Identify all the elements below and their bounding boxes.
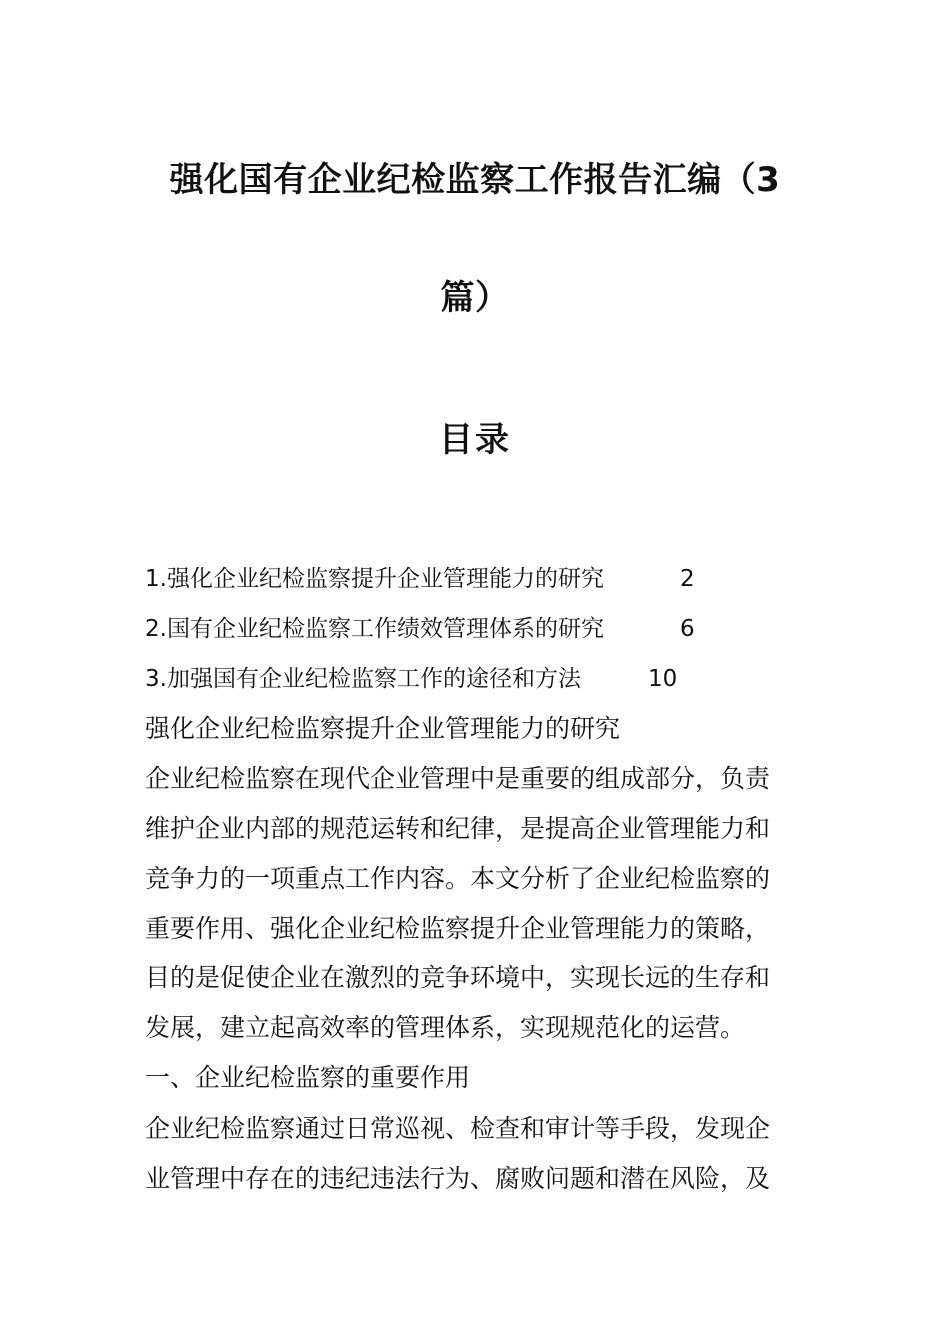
toc-entry-page: 2 (680, 566, 695, 592)
section-heading: 一、企业纪检监察的重要作用 (145, 1063, 471, 1092)
body-text-line: 竞争力的一项重点工作内容。本文分析了企业纪检监察的 (145, 864, 771, 893)
document-title-line-2: 篇） (440, 278, 510, 318)
toc-entry[interactable] (145, 563, 695, 595)
body-text-line: 企业纪检监察通过日常巡视、检查和审计等手段，发现企 (145, 1114, 771, 1143)
body-text-line: 维护企业内部的规范运转和纪律，是提高企业管理能力和 (145, 814, 771, 843)
toc-entry-page: 10 (648, 666, 678, 692)
body-text-line: 发展，建立起高效率的管理体系，实现规范化的运营。 (145, 1013, 746, 1042)
body-text-line: 目的是促使企业在激烈的竞争环境中，实现长远的生存和 (145, 963, 771, 992)
toc-entry-title: 3.加强国有企业纪检监察工作的途径和方法 (145, 666, 581, 692)
toc-entry-page: 6 (680, 616, 695, 642)
body-text-line: 业管理中存在的违纪违法行为、腐败问题和潜在风险，及 (145, 1164, 771, 1193)
body-text-line: 重要作用、强化企业纪检监察提升企业管理能力的策略， (145, 914, 771, 943)
toc-entry-title: 1.强化企业纪检监察提升企业管理能力的研究 (145, 566, 604, 592)
toc-heading: 目录 (439, 420, 511, 460)
body-text-line: 企业纪检监察在现代企业管理中是重要的组成部分，负责 (145, 764, 771, 793)
toc-entry-title: 2.国有企业纪检监察工作绩效管理体系的研究 (145, 616, 604, 642)
document-title-line-1: 强化国有企业纪检监察工作报告汇编（3 (169, 160, 781, 200)
toc-entry[interactable] (145, 663, 678, 695)
toc-entry[interactable] (145, 613, 695, 645)
section-title: 强化企业纪检监察提升企业管理能力的研究 (145, 714, 621, 743)
